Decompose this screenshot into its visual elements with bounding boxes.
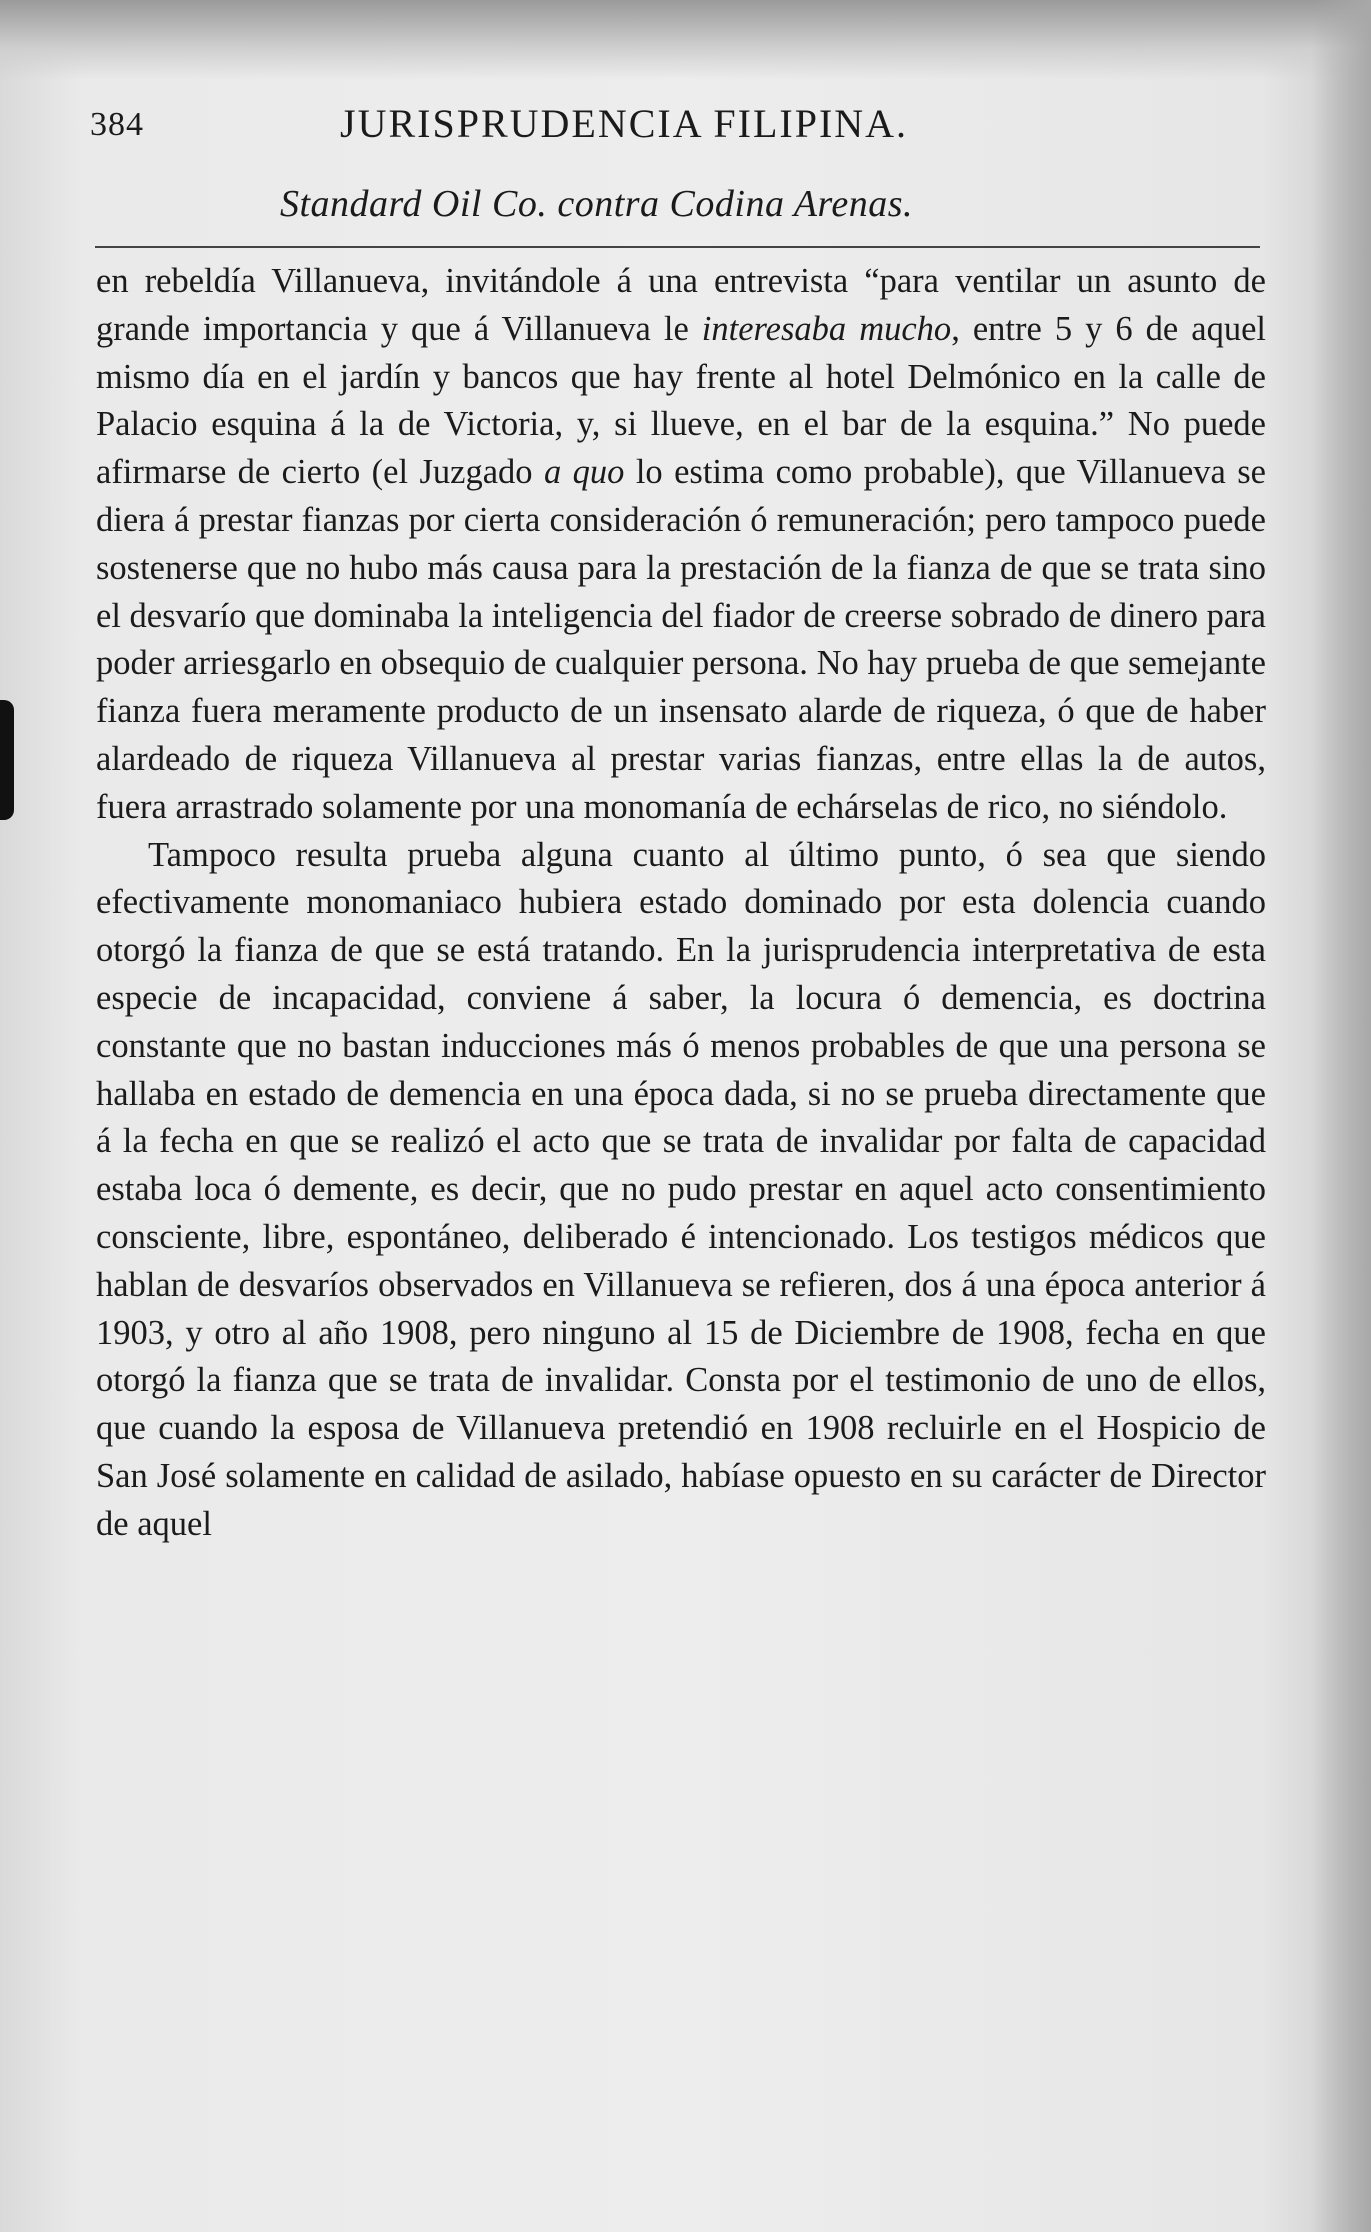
case-title: Standard Oil Co. contra Codina Arenas. bbox=[280, 183, 914, 225]
page-number: 384 bbox=[90, 106, 144, 143]
paragraph-1-part-b: , entre 5 y 6 de aquel mismo día en el jardín y bancos que hay frente al hotel Delmónico en la calle de Palacio esquina á la de Victoria, y, si llueve, en el bar de la esquina.” No puede afirmarse de cierto (el Juzgado bbox=[96, 309, 1266, 492]
page-edge-shadow-top bbox=[0, 0, 1371, 80]
paragraph-1 bbox=[96, 258, 1266, 832]
page-header bbox=[90, 100, 1270, 160]
ink-blot bbox=[0, 700, 14, 820]
italic-phrase-a-quo: a quo bbox=[543, 453, 625, 492]
page-edge-shadow-right bbox=[1311, 0, 1371, 2232]
header-rule bbox=[95, 246, 1260, 248]
paragraph-2: Tampoco resulta prueba alguna cuanto al último punto, ó sea que siendo efectivamente monomaniaco hubiera estado dominado por esta dolencia cuando otorgó la fianza de que se está tratando. En la jurisprudencia interpretativa de esta especie de incapacidad, conviene á saber, la locura ó demencia, es doctrina constante que no bastan inducciones más ó menos probables de que una persona se hallaba en estado de demencia en una época dada, si no se prueba directamente que á la fecha en que se realizó el acto que se trata de invalidar por falta de capacidad estaba loca ó demente, es decir, que no pudo prestar en aquel acto consentimiento consciente, libre, espontáneo, deliberado é intencionado. Los testigos médicos que hablan de desvaríos observados en Villanueva se refieren, dos á una época anterior á 1903, y otro al año 1908, pero ninguno al 15 de Diciembre de 1908, fecha en que otorgó la fianza que se trata de invalidar. Consta por el testimonio de uno de ellos, que cuando la esposa de Villanueva pretendió en 1908 recluirle en el Hospicio de San José solamente en calidad de asilado, habíase opuesto en su carácter de Director de aquel bbox=[96, 835, 1266, 1543]
paragraph-1-part-c: lo estima como probable), que Villanueva se diera á prestar fianzas por cierta consideración ó remuneración; pero tampoco puede sostenerse que no hubo más causa para la prestación de la fianza de que se trata sino el desvarío que dominaba la inteligencia del fiador de creerse sobrado de dinero para poder arriesgarlo en obsequio de cualquier persona. No hay prueba de que semejante fianza fuera meramente producto de un insensato alarde de riqueza, ó que de haber alardeado de riqueza Villanueva al prestar varias fianzas, entre ellas la de autos, fuera arrastrado solamente por una monomanía de echárselas de rico, no siéndolo. bbox=[96, 453, 1266, 826]
running-title: JURISPRUDENCIA FILIPINA. bbox=[340, 101, 909, 146]
body-text bbox=[96, 258, 1266, 1549]
paragraph-1-part-a: en rebeldía Villanueva, invitándole á una entrevista “para ventilar un asunto de grande importancia y que á Villanueva le bbox=[96, 262, 1266, 348]
italic-phrase-interesaba: interesaba mucho bbox=[701, 309, 952, 348]
